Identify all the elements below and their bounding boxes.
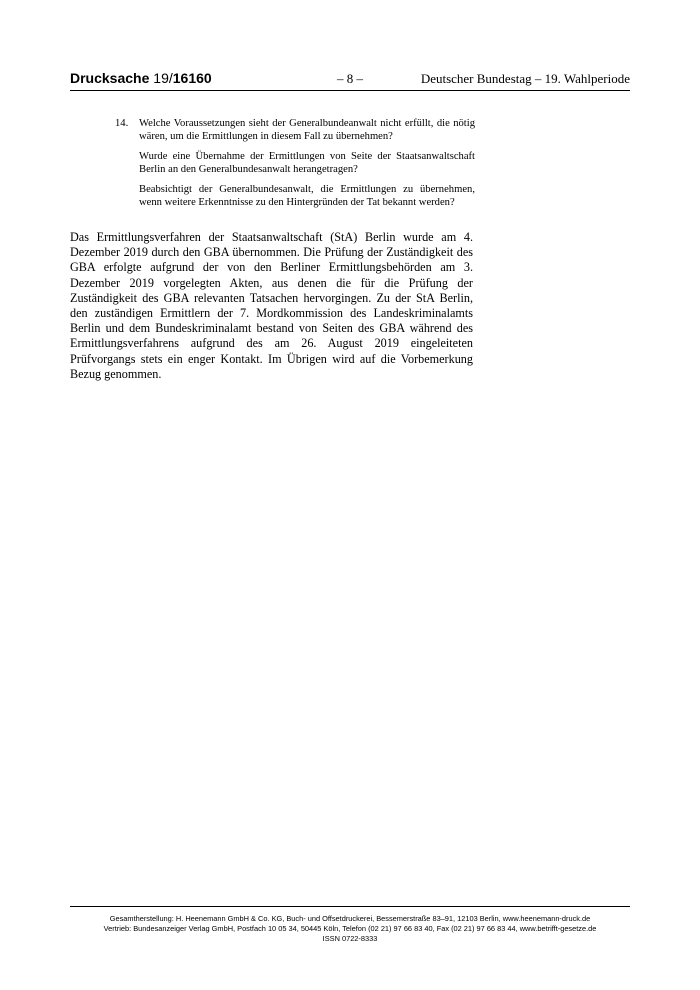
answer-text: Das Ermittlungsverfahren der Staatsanwaltschaft (StA) Berlin wurde am 4. Dezember 2019 durch den GBA übernommen. Die Prüfung der Zuständigkeit des GBA erfolgte aufgrund der von den Berliner Ermittlungsbehörden am 3. Dezember 2019 vorgelegten Akten, aus denen die für die Prüfung der Zuständigkeit des GBA relevanten Tatsachen hervorgingen. Zu der StA Berlin, den zuständigen Ermittlern der 7. Mordkommission des Landeskriminalamts Berlin und dem Bundeskriminalamt bestand von Seiten des GBA während des Ermittlungsverfahrens aufgrund des am 26. August 2019 eingeleiteten Prüfvorgangs stets ein enger Kontakt. Im Übrigen wird auf die Vorbemerkung Bezug genommen.: [70, 230, 473, 381]
question-paragraph: Wurde eine Übernahme der Ermittlungen von Seite der Staatsanwaltschaft Berlin an den Generalbundesanwalt herangetragen?: [139, 151, 475, 175]
question-paragraph: Welche Voraussetzungen sieht der Generalbundeanwalt nicht erfüllt, die nötig wären, um die Ermittlungen in diesem Fall zu übernehmen?: [139, 118, 475, 142]
footer-printer-line: Gesamtherstellung: H. Heenemann GmbH & Co. KG, Buch- und Offsetdruckerei, Bessemerstraße 83–91, 12103 Berlin, www.heenemann-druck.de: [109, 914, 591, 923]
page-footer: [70, 914, 630, 944]
document-label: Drucksache: [70, 70, 150, 86]
page-number: – 8 –: [337, 71, 363, 86]
footer-distribution-line: Vertrieb: Bundesanzeiger Verlag GmbH, Postfach 10 05 34, 50445 Köln, Telefon (02 21) 97 66 83 40, Fax (02 21) 97 66 83 44, www.betrifft-gesetze.de: [103, 924, 597, 933]
page-header: [70, 70, 630, 90]
question-number: 14.: [115, 118, 129, 129]
parliament-period: Deutscher Bundestag – 19. Wahlperiode: [420, 71, 630, 86]
footer-rule: [70, 906, 630, 907]
footer-issn: ISSN 0722-8333: [322, 934, 378, 943]
document-number-prefix: 19/: [153, 70, 173, 86]
document-number-value: 16160: [172, 70, 212, 86]
question-block: [115, 118, 475, 218]
header-rule: [70, 90, 630, 91]
question-paragraph: Beabsichtigt der Generalbundesanwalt, die Ermittlungen zu übernehmen, wenn weitere Erkenntnisse zu den Hintergründen der Tat bekannt werden?: [139, 184, 475, 208]
